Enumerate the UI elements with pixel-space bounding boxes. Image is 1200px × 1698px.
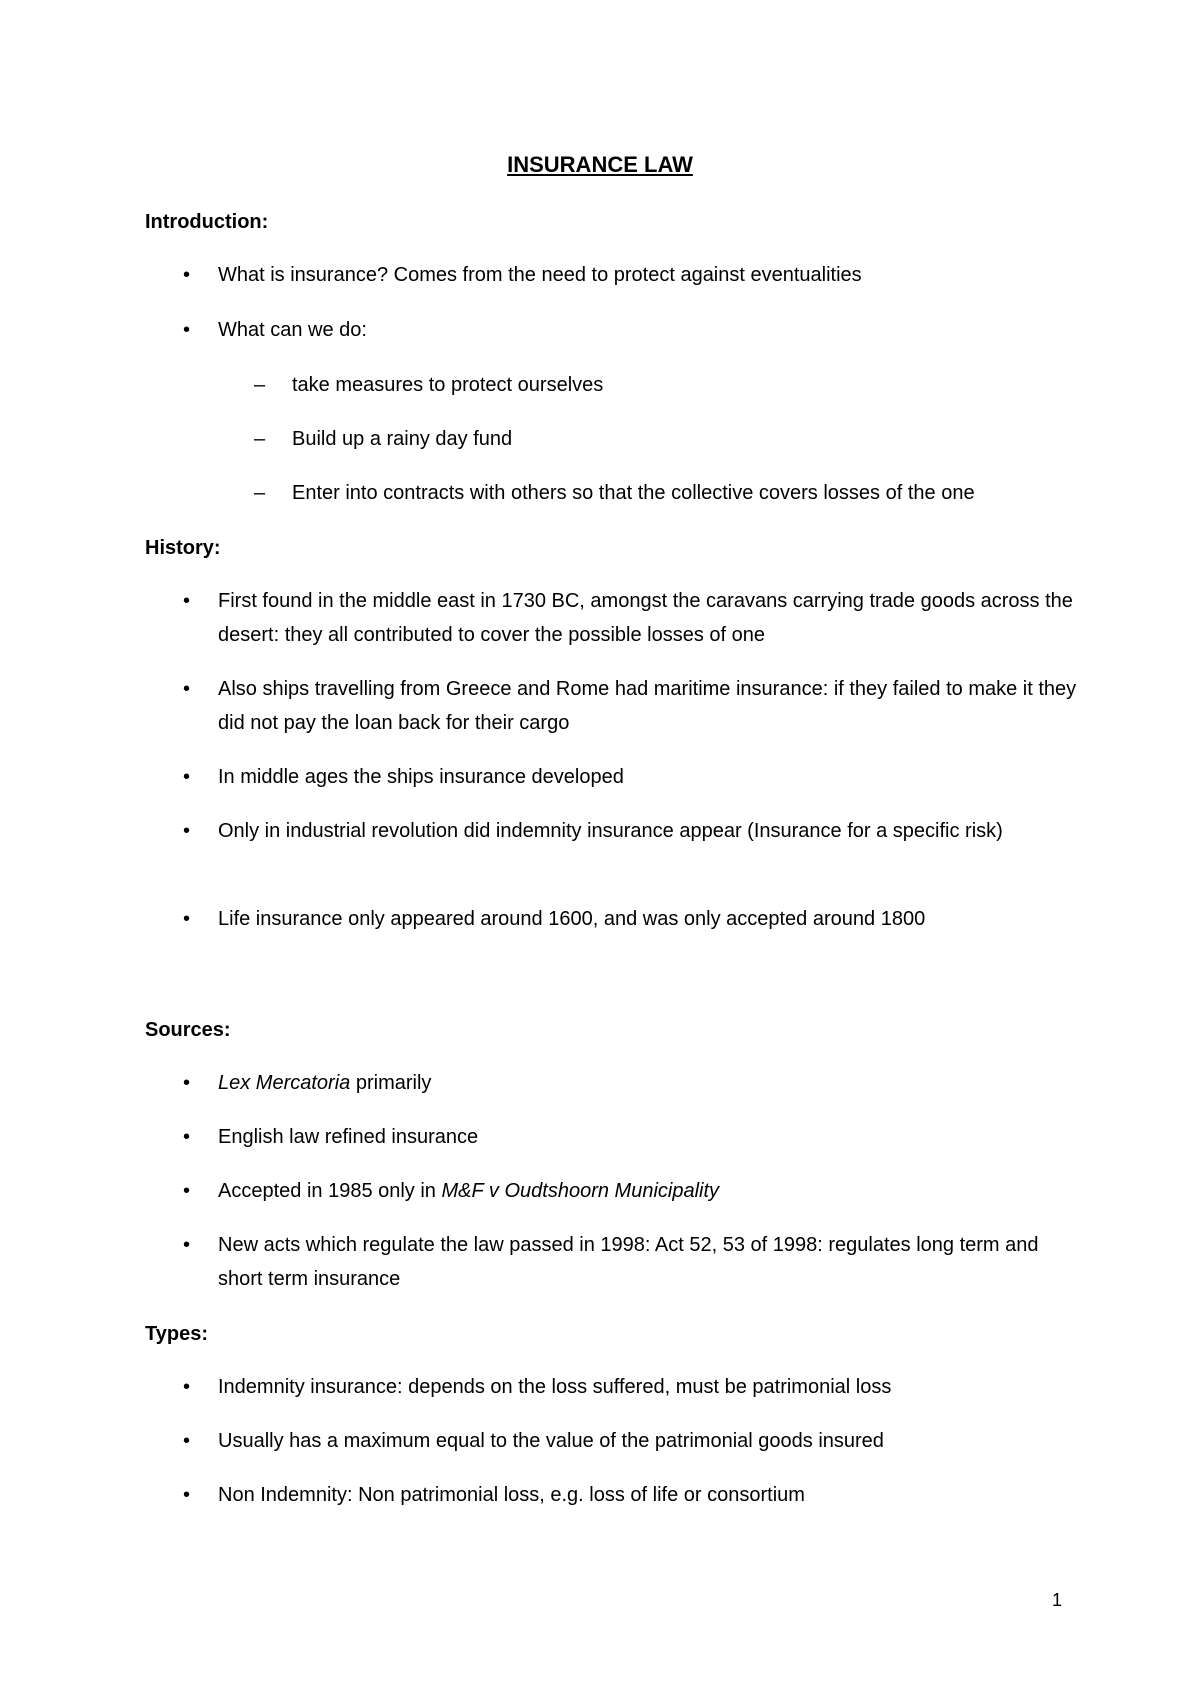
- sub-list-item: Build up a rainy day fund: [292, 428, 513, 450]
- list-item: In middle ages the ships insurance developed: [218, 766, 624, 788]
- list-item: English law refined insurance: [218, 1126, 479, 1148]
- list-item: Also ships travelling from Greece and Rome had maritime insurance: if they failed to make it they did not pay the loan back for their cargo: [218, 678, 1077, 734]
- case-name: M&F v Oudtshoorn Municipality: [441, 1180, 720, 1202]
- bullet-icon: •: [183, 1180, 191, 1202]
- bullet-icon: •: [183, 1484, 191, 1506]
- list-item: Usually has a maximum equal to the value of the patrimonial goods insured: [218, 1430, 884, 1452]
- list-item: [218, 1066, 1078, 1100]
- list-item: Only in industrial revolution did indemnity insurance appear (Insurance for a specific risk): [218, 820, 1003, 842]
- sub-list-item: take measures to protect ourselves: [292, 374, 604, 396]
- dash-icon: –: [254, 482, 266, 504]
- heading-introduction: Introduction:: [145, 211, 269, 233]
- bullet-icon: •: [183, 678, 191, 700]
- bullet-icon: •: [183, 820, 191, 842]
- bullet-icon: •: [183, 1234, 191, 1256]
- bullet-icon: •: [183, 319, 191, 341]
- bullet-icon: •: [183, 908, 191, 930]
- heading-types: Types:: [145, 1323, 208, 1345]
- list-item: What can we do:: [218, 319, 367, 341]
- item-text: primarily: [350, 1072, 432, 1094]
- list-item: Life insurance only appeared around 1600, and was only accepted around 1800: [218, 908, 926, 930]
- list-item: Indemnity insurance: depends on the loss suffered, must be patrimonial loss: [218, 1376, 892, 1398]
- dash-icon: –: [254, 428, 266, 450]
- bullet-icon: •: [183, 1072, 191, 1094]
- list-item: Non Indemnity: Non patrimonial loss, e.g. loss of life or consortium: [218, 1484, 805, 1506]
- list-item: First found in the middle east in 1730 BC, amongst the caravans carrying trade goods across the desert: they all contributed to cover the possible losses of one: [218, 590, 1073, 646]
- document-title: INSURANCE LAW: [507, 152, 693, 177]
- bullet-icon: •: [183, 590, 191, 612]
- bullet-icon: •: [183, 1376, 191, 1398]
- bullet-icon: •: [183, 1126, 191, 1148]
- bullet-icon: •: [183, 264, 191, 286]
- heading-history: History:: [145, 537, 221, 559]
- item-text: Accepted in 1985 only in: [218, 1180, 442, 1202]
- heading-sources: Sources:: [145, 1019, 231, 1041]
- list-item: New acts which regulate the law passed in 1998: Act 52, 53 of 1998: regulates long term and short term insurance: [218, 1234, 1039, 1290]
- bullet-icon: •: [183, 766, 191, 788]
- bullet-icon: •: [183, 1430, 191, 1452]
- page-number: 1: [1051, 1590, 1062, 1610]
- dash-icon: –: [254, 374, 266, 396]
- sub-list-item: Enter into contracts with others so that the collective covers losses of the one: [292, 482, 975, 504]
- italic-text: Lex Mercatoria: [218, 1072, 351, 1094]
- list-item: [218, 1174, 1078, 1208]
- list-item: What is insurance? Comes from the need to protect against eventualities: [218, 264, 862, 286]
